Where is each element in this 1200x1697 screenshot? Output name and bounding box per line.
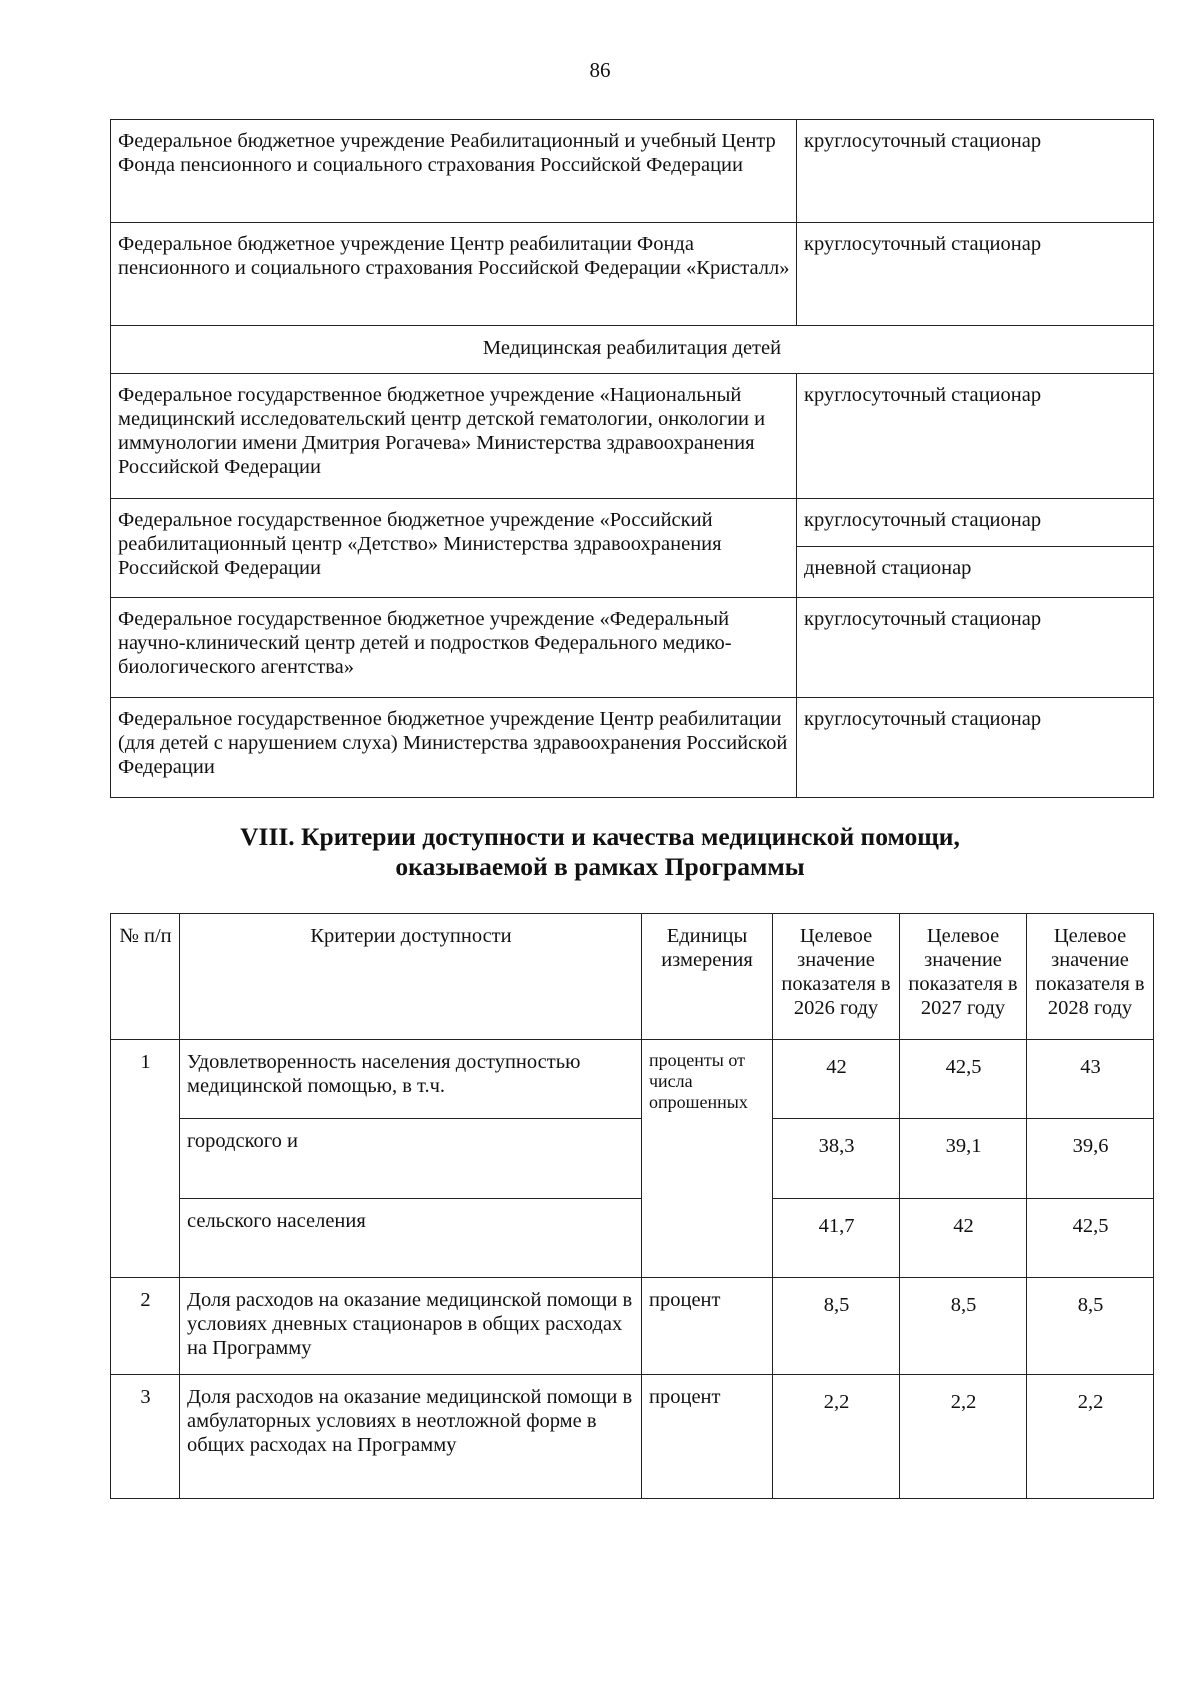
row-number: 2 xyxy=(111,1278,180,1375)
units: процент xyxy=(642,1278,773,1375)
header-2028: Целевое значение показателя в 2028 году xyxy=(1027,914,1154,1040)
header-criteria: Критерии доступности xyxy=(180,914,642,1040)
value-2026: 42 xyxy=(773,1040,900,1119)
table-row xyxy=(111,223,1154,326)
table-row xyxy=(111,374,1154,499)
criterion: Удовлетворенность населения доступностью медицинской помощью, в т.ч. xyxy=(180,1040,642,1119)
care-type: круглосуточный стационар xyxy=(797,698,1154,798)
value-2026: 41,7 xyxy=(773,1199,900,1278)
section-title: Медицинская реабилитация детей xyxy=(111,326,1154,374)
section-row xyxy=(111,326,1154,374)
value-2027: 42 xyxy=(900,1199,1027,1278)
value-2027: 8,5 xyxy=(900,1278,1027,1375)
value-2026: 38,3 xyxy=(773,1119,900,1199)
institution-name: Федеральное бюджетное учреждение Реабилитационный и учебный Центр Фонда пенсионного и социального страхования Российской Федерации xyxy=(111,120,797,223)
table-row xyxy=(111,120,1154,223)
table-row xyxy=(111,499,1154,547)
header-2027: Целевое значение показателя в 2027 году xyxy=(900,914,1027,1040)
criterion: сельского населения xyxy=(180,1199,642,1278)
care-type: дневной стационар xyxy=(797,547,1154,598)
care-type: круглосуточный стационар xyxy=(797,223,1154,326)
value-2027: 39,1 xyxy=(900,1119,1027,1199)
value-2026: 2,2 xyxy=(773,1375,900,1499)
value-2028: 39,6 xyxy=(1027,1119,1154,1199)
care-type: круглосуточный стационар xyxy=(797,120,1154,223)
value-2027: 2,2 xyxy=(900,1375,1027,1499)
units: процент xyxy=(642,1375,773,1499)
table-row xyxy=(111,1278,1154,1375)
institution-name: Федеральное бюджетное учреждение Центр реабилитации Фонда пенсионного и социального страхования Российской Федерации «Кристалл» xyxy=(111,223,797,326)
institution-name: Федеральное государственное бюджетное учреждение «Федеральный научно-клинический центр детей и подростков Федерального медико-биологического агентства» xyxy=(111,598,797,698)
care-type: круглосуточный стационар xyxy=(797,374,1154,499)
value-2028: 2,2 xyxy=(1027,1375,1154,1499)
table-row xyxy=(111,1119,1154,1199)
section-heading xyxy=(0,822,1200,882)
row-number: 3 xyxy=(111,1375,180,1499)
institution-name: Федеральное государственное бюджетное учреждение «Российский реабилитационный центр «Детство» Министерства здравоохранения Российской Федерации xyxy=(111,499,797,598)
value-2028: 42,5 xyxy=(1027,1199,1154,1278)
value-2026: 8,5 xyxy=(773,1278,900,1375)
value-2028: 43 xyxy=(1027,1040,1154,1119)
institution-name: Федеральное государственное бюджетное учреждение Центр реабилитации (для детей с нарушением слуха) Министерства здравоохранения Российской Федерации xyxy=(111,698,797,798)
table-row xyxy=(111,1040,1154,1119)
criteria-table xyxy=(110,913,1154,1499)
row-number: 1 xyxy=(111,1040,180,1278)
units: проценты от числа опрошенных xyxy=(642,1040,773,1278)
criterion: городского и xyxy=(180,1119,642,1199)
care-type: круглосуточный стационар xyxy=(797,499,1154,547)
section-heading-line: VIII. Критерии доступности и качества медицинской помощи, xyxy=(240,822,960,851)
header-num: № п/п xyxy=(111,914,180,1040)
institutions-table xyxy=(110,119,1154,798)
header-2026: Целевое значение показателя в 2026 году xyxy=(773,914,900,1040)
table-row xyxy=(111,698,1154,798)
value-2027: 42,5 xyxy=(900,1040,1027,1119)
value-2028: 8,5 xyxy=(1027,1278,1154,1375)
table-row xyxy=(111,1375,1154,1499)
institution-name: Федеральное государственное бюджетное учреждение «Национальный медицинский исследовательский центр детской гематологии, онкологии и иммунологии имени Дмитрия Рогачева» Министерства здравоохранения Российской Федерации xyxy=(111,374,797,499)
care-type: круглосуточный стационар xyxy=(797,598,1154,698)
section-heading-line: оказываемой в рамках Программы xyxy=(395,852,805,881)
header-units: Единицы измерения xyxy=(642,914,773,1040)
table-row xyxy=(111,1199,1154,1278)
page-number: 86 xyxy=(589,58,611,82)
criterion: Доля расходов на оказание медицинской помощи в условиях дневных стационаров в общих расходах на Программу xyxy=(180,1278,642,1375)
header-row xyxy=(111,914,1154,1040)
table-row xyxy=(111,598,1154,698)
criterion: Доля расходов на оказание медицинской помощи в амбулаторных условиях в неотложной форме в общих расходах на Программу xyxy=(180,1375,642,1499)
